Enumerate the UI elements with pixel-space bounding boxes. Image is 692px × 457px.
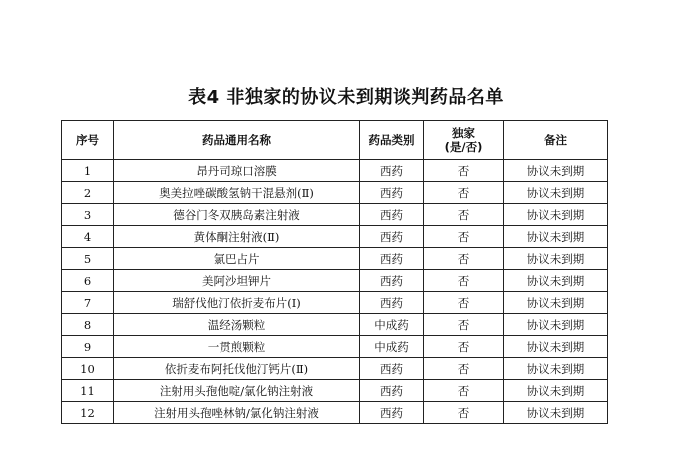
cell-category: 西药 [360, 380, 424, 402]
cell-drug-name: 黄体酮注射液(Ⅱ) [114, 226, 360, 248]
cell-remark: 协议未到期 [504, 204, 608, 226]
cell-index: 4 [62, 226, 114, 248]
drug-list-table [61, 120, 608, 424]
cell-exclusive: 否 [424, 182, 504, 204]
table-row [62, 204, 608, 226]
cell-category: 中成药 [360, 314, 424, 336]
cell-drug-name: 氯巴占片 [114, 248, 360, 270]
table-row [62, 380, 608, 402]
cell-exclusive: 否 [424, 270, 504, 292]
cell-drug-name: 一贯煎颗粒 [114, 336, 360, 358]
header-remark: 备注 [504, 121, 608, 160]
cell-drug-name: 奥美拉唑碳酸氢钠干混悬剂(Ⅱ) [114, 182, 360, 204]
cell-index: 9 [62, 336, 114, 358]
cell-drug-name: 注射用头孢他啶/氯化钠注射液 [114, 380, 360, 402]
cell-exclusive: 否 [424, 292, 504, 314]
cell-index: 7 [62, 292, 114, 314]
cell-remark: 协议未到期 [504, 292, 608, 314]
cell-index: 12 [62, 402, 114, 424]
cell-exclusive: 否 [424, 402, 504, 424]
cell-category: 西药 [360, 248, 424, 270]
cell-remark: 协议未到期 [504, 380, 608, 402]
cell-remark: 协议未到期 [504, 226, 608, 248]
cell-exclusive: 否 [424, 226, 504, 248]
header-exclusive-line2: (是/否) [444, 140, 483, 154]
header-index: 序号 [62, 121, 114, 160]
header-exclusive-line1: 独家 [452, 126, 475, 140]
table-row [62, 292, 608, 314]
header-drug-name: 药品通用名称 [114, 121, 360, 160]
table-row [62, 336, 608, 358]
cell-category: 西药 [360, 402, 424, 424]
cell-remark: 协议未到期 [504, 402, 608, 424]
cell-remark: 协议未到期 [504, 160, 608, 182]
cell-index: 5 [62, 248, 114, 270]
cell-index: 8 [62, 314, 114, 336]
cell-remark: 协议未到期 [504, 270, 608, 292]
cell-category: 西药 [360, 292, 424, 314]
document-title: 表4 非独家的协议未到期谈判药品名单 [188, 87, 504, 108]
table-row [62, 160, 608, 182]
cell-index: 2 [62, 182, 114, 204]
table-body [62, 160, 608, 424]
cell-remark: 协议未到期 [504, 314, 608, 336]
cell-category: 西药 [360, 226, 424, 248]
cell-remark: 协议未到期 [504, 336, 608, 358]
table-header-row [62, 121, 608, 160]
cell-category: 西药 [360, 160, 424, 182]
cell-category: 中成药 [360, 336, 424, 358]
cell-exclusive: 否 [424, 204, 504, 226]
table-row [62, 182, 608, 204]
cell-exclusive: 否 [424, 380, 504, 402]
cell-drug-name: 美阿沙坦钾片 [114, 270, 360, 292]
cell-drug-name: 德谷门冬双胰岛素注射液 [114, 204, 360, 226]
table-row [62, 358, 608, 380]
header-exclusive [424, 121, 504, 160]
cell-remark: 协议未到期 [504, 248, 608, 270]
cell-exclusive: 否 [424, 248, 504, 270]
cell-drug-name: 昂丹司琼口溶膜 [114, 160, 360, 182]
table-row [62, 270, 608, 292]
cell-index: 6 [62, 270, 114, 292]
table-row [62, 248, 608, 270]
cell-exclusive: 否 [424, 160, 504, 182]
table-row [62, 226, 608, 248]
cell-index: 1 [62, 160, 114, 182]
cell-remark: 协议未到期 [504, 182, 608, 204]
cell-exclusive: 否 [424, 336, 504, 358]
table-row [62, 314, 608, 336]
table-row [62, 402, 608, 424]
cell-index: 3 [62, 204, 114, 226]
cell-drug-name: 温经汤颗粒 [114, 314, 360, 336]
cell-drug-name: 注射用头孢唑林钠/氯化钠注射液 [114, 402, 360, 424]
cell-drug-name: 瑞舒伐他汀依折麦布片(Ⅰ) [114, 292, 360, 314]
cell-remark: 协议未到期 [504, 358, 608, 380]
header-category: 药品类别 [360, 121, 424, 160]
cell-drug-name: 依折麦布阿托伐他汀钙片(Ⅱ) [114, 358, 360, 380]
cell-exclusive: 否 [424, 314, 504, 336]
cell-category: 西药 [360, 204, 424, 226]
cell-exclusive: 否 [424, 358, 504, 380]
cell-category: 西药 [360, 182, 424, 204]
cell-index: 10 [62, 358, 114, 380]
cell-category: 西药 [360, 358, 424, 380]
cell-category: 西药 [360, 270, 424, 292]
cell-index: 11 [62, 380, 114, 402]
